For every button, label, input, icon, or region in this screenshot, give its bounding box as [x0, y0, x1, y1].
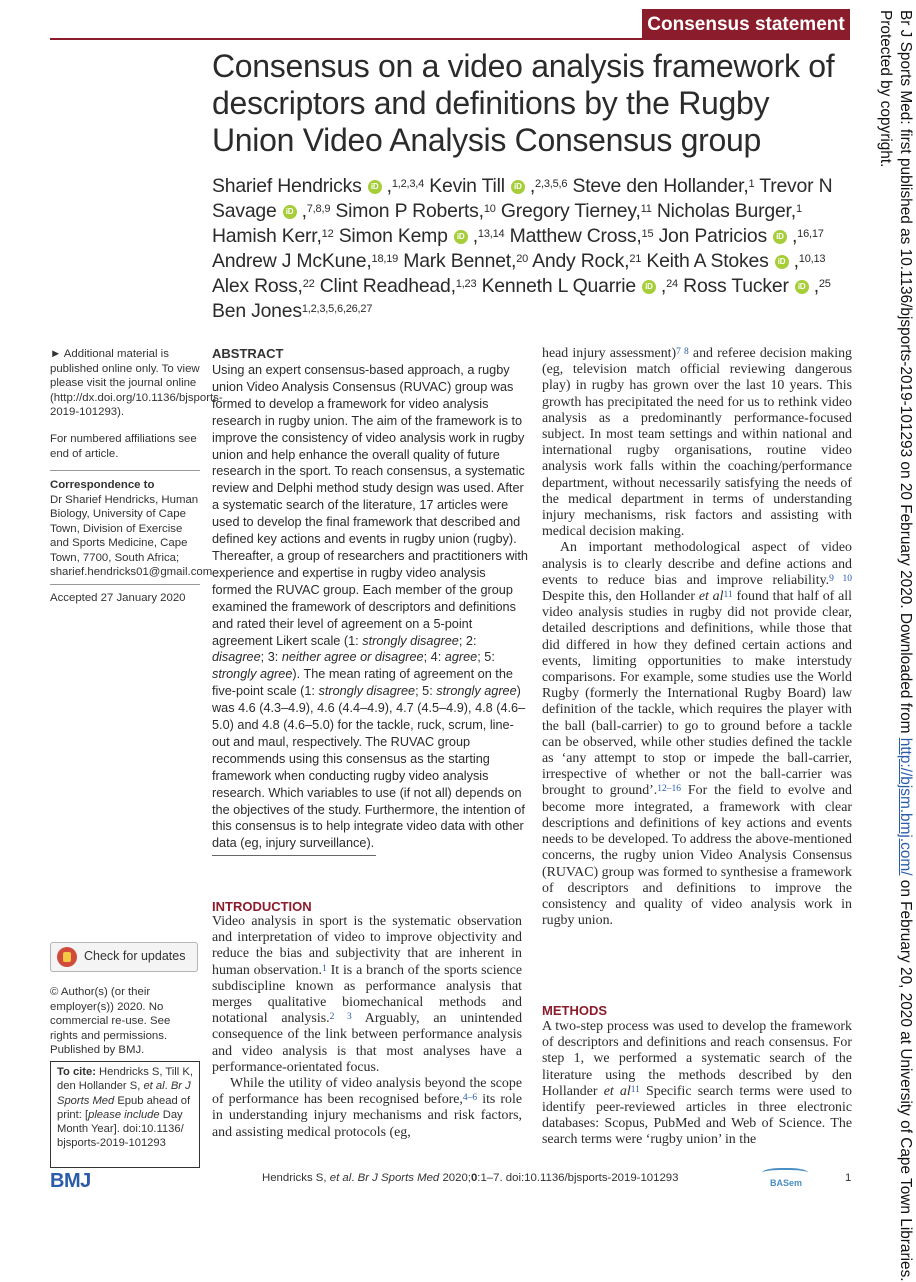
author-entry: [212, 225, 334, 247]
footer-part: Br J Sports Med: [357, 1172, 440, 1184]
author-entry: [657, 200, 802, 222]
cite-heading: To cite:: [57, 1066, 96, 1078]
vertical-notice: [872, 0, 916, 1282]
cite-part: Epub ahead of print: [: [57, 1094, 191, 1121]
body-part: head injury assessment): [542, 346, 677, 361]
vertical-part: Protected by copyright.: [877, 10, 894, 168]
additional-material-text: ► Additional material is published online only. To view please visit the journal online (http://dx.doi.org/10.1136/bjsports-2019-101293).: [50, 348, 223, 418]
footer-part: Hendricks S,: [262, 1172, 330, 1184]
author-affiliation: 24: [666, 278, 678, 290]
reference-link[interactable]: 2 3: [329, 1012, 352, 1023]
author-affiliation: 11: [640, 203, 652, 215]
introduction-heading: INTRODUCTION: [212, 899, 312, 914]
reference-link[interactable]: 7 8: [676, 347, 689, 357]
author-affiliation: 16,17: [797, 228, 824, 240]
orcid-icon[interactable]: iD: [283, 205, 297, 219]
page-number: 1: [845, 1172, 852, 1184]
orcid-icon[interactable]: iD: [775, 255, 789, 269]
abstract-part: strongly disagree: [362, 633, 459, 648]
basem-text: BASem: [770, 1178, 803, 1188]
author-entry: [659, 225, 824, 247]
abstract-part: ; 3:: [260, 650, 282, 665]
abstract-part: ; 4:: [423, 650, 445, 665]
abstract-part: ). The mean rating of agreement on the five-point scale (1:: [212, 667, 513, 699]
abstract-part: strongly agree: [436, 684, 517, 699]
author-entry: [339, 225, 505, 247]
right-column-text: [542, 346, 852, 929]
affiliations-note: [50, 432, 200, 461]
bmj-logo: BMJ: [50, 1170, 91, 1192]
abstract-text: [212, 362, 528, 852]
check-for-updates-label: Check for updates: [84, 949, 186, 963]
author-entry: [501, 200, 652, 222]
author-name: Ross Tucker: [683, 275, 789, 297]
side-divider: [50, 470, 200, 471]
author-name: Gregory Tierney,: [500, 200, 641, 222]
footer-citation: [262, 1172, 678, 1184]
author-entry: [212, 250, 398, 272]
author-entry: [212, 300, 372, 322]
intro-part: It is a branch of the sports science subdiscipline known as performance analysis that merges qualitative biomechanical methods and notational analysis.: [212, 962, 523, 1027]
author-name: Andy Rock,: [532, 250, 630, 272]
intro-part: its role in understanding injury mechanisms and risk factors, and assisting medical protocols (eg,: [212, 1092, 522, 1140]
methods-heading: METHODS: [542, 1003, 607, 1018]
check-for-updates-button[interactable]: [50, 942, 198, 972]
author-name: Nicholas Burger,: [656, 200, 796, 222]
reference-link[interactable]: 1: [321, 963, 327, 974]
vertical-part: Br J Sports Med: first published as 10.1136/bjsports-2019-101293 on 20 February 2020. Downloaded from: [897, 10, 914, 738]
body-part: Despite this, den Hollander: [542, 589, 699, 605]
abstract-heading: ABSTRACT: [212, 346, 284, 361]
author-entry: [572, 175, 754, 197]
author-separator: ,: [791, 225, 798, 247]
abstract-divider: [212, 855, 376, 856]
journal-link[interactable]: http://bjsm.bmj.com/: [897, 737, 914, 876]
author-name: Steve den Hollander,: [572, 175, 749, 197]
author-entry: [212, 175, 424, 197]
author-separator: ,: [529, 175, 536, 197]
correspondence-heading: Correspondence to: [50, 479, 155, 491]
copyright-note: [50, 985, 200, 1058]
author-name: Sharief Hendricks: [212, 175, 362, 197]
author-name: Kenneth L Quarrie: [481, 275, 636, 297]
affiliations-text: For numbered affiliations see end of article.: [50, 433, 197, 460]
reference-link[interactable]: 11: [723, 590, 733, 601]
abstract-part: agree: [444, 650, 478, 665]
author-affiliation: 1: [748, 178, 755, 190]
author-entry: [403, 250, 528, 272]
orcid-icon[interactable]: iD: [795, 280, 809, 294]
cite-text: [57, 1065, 195, 1151]
author-entry: [646, 250, 825, 272]
abstract-part: strongly agree: [212, 667, 293, 682]
cite-part: Hendricks S, Till K, den Hollander S,: [57, 1066, 193, 1093]
cite-part: .: [164, 1080, 171, 1093]
author-affiliation: 18,19: [371, 253, 399, 265]
author-name: Simon Kemp: [338, 225, 448, 247]
author-affiliation: 21: [629, 253, 642, 265]
author-name: Hamish Kerr,: [212, 225, 322, 247]
author-name: Andrew J McKune,: [212, 250, 372, 272]
author-name: Simon P Roberts,: [335, 200, 484, 222]
header-rule: [50, 38, 850, 40]
side-divider: [50, 584, 200, 585]
author-name: Jon Patricios: [658, 225, 767, 247]
author-name: Trevor N Savage: [212, 175, 833, 222]
orcid-icon[interactable]: iD: [642, 280, 656, 294]
section-tag: Consensus statement: [642, 9, 850, 40]
body-part: found that half of all video analysis studies in rugby did not provide clear, detailed descriptions and definitions, while those that did differed in how they defined certain actions and events, limiting opportunities to make interstudy comparisons. For example, some studies use the World Rugby (formerly the International Rugby Board) law definition of the tackle, which requires the player with the ball (ball-carrier) to go to ground before a tackle can be observed, while other studies defined the tackle as ‘any attempt to stop or impede the ball-carrier, irrespective of whether or not the ball-carrier was brought to ground’.: [542, 589, 852, 799]
author-affiliation: 22: [302, 278, 315, 290]
abstract-part: ; 2:: [458, 633, 477, 648]
reference-link[interactable]: 9 10: [829, 573, 853, 584]
vertical-notice-line-2: [875, 10, 896, 1210]
author-affiliation: 1,2,3,5,6,26,27: [301, 303, 373, 315]
abstract-part: ) was 4.6 (4.3–4.9), 4.6 (4.4–4.9), 4.7 (4.5–4.9), 4.8 (4.6–5.0) and 4.8 (4.6–5.0) for the tackle, ruck, scrum, line-out and maul, respectively. The RUVAC group recommends using this consensus as the starting framework when conducting rugby video analysis research. Which variables to use (if not all) depends on the objectives of the study. Furthermore, the intention of this consensus is to help integrate video data with other data (eg, injury surveillance).: [212, 684, 526, 851]
author-affiliation: 12: [321, 228, 334, 240]
body-part: For the field to evolve and become more integrated, a framework with clear descriptions and definitions of key actions and events needs to be developed. To address the above-mentioned concerns, the rugby union Video Analysis Consensus (RUVAC) group was formed to synthesise a framework of descriptors and definitions to improve the consistency and quality of video analysis work in rugby union.: [542, 783, 852, 929]
author-affiliation: 10,13: [798, 253, 826, 265]
methods-part: Specific search terms were used to identify peer-reviewed articles in three electronic databases: Scopus, PubMed and Web of Science. The search terms were ‘rugby union’ in the: [542, 1083, 852, 1148]
author-separator: ,: [813, 275, 819, 297]
abstract-part: disagree: [212, 650, 261, 665]
author-entry: [335, 200, 495, 222]
methods-paragraph-1: [542, 1019, 852, 1149]
cite-part: et al: [143, 1080, 165, 1093]
author-name: Ben Jones: [212, 300, 302, 322]
orcid-icon[interactable]: iD: [773, 230, 787, 244]
article-title: Consensus on a video analysis framework of descriptors and definitions by the Rugby Union Video Analysis Consensus group: [212, 48, 835, 158]
cite-part: Day Month Year]. doi:10.1136/ bjsports-2019-101293: [57, 1108, 184, 1150]
reference-link[interactable]: 11: [630, 1084, 640, 1095]
author-separator: ,: [386, 175, 392, 197]
author-name: Alex Ross,: [212, 275, 303, 297]
author-name: Kevin Till: [429, 175, 505, 197]
footer-part: :1–7. doi:10.1136/bjsports-2019-101293: [477, 1172, 679, 1184]
author-entry: [320, 275, 477, 297]
body-part: An important methodological aspect of video analysis is to clearly describe and define actions and events to reduce bias and improve reliability.: [542, 540, 852, 588]
author-affiliation: 2,3,5,6: [535, 178, 568, 190]
author-entry: [212, 275, 315, 297]
author-name: Mark Bennet,: [403, 250, 517, 272]
methods-text: [542, 1019, 852, 1149]
methods-part: A two-step process was used to develop the framework of descriptors and definitions and reach consensus. For step 1, we performed a systematic search of the literature using the methods described by den Hollander: [542, 1019, 852, 1099]
correspondence: [50, 478, 213, 580]
author-affiliation: 10: [483, 203, 496, 215]
footer-part: .: [351, 1172, 358, 1184]
body-part: and referee decision making (eg, television match official reviewing dangerous play) in rugby has grown over the last 10 years. This growth has precipitated the need for us to rethink video analysis as a predominantly performance-focused subject. In most team settings and within national and international rugby organisations, routine video analysis work falls within the coaching/performance department, without necessarily satisfying the needs of the medical department in terms of understanding injury mechanisms, risk factors and assisting with medical decision making.: [542, 346, 852, 540]
author-entry: [482, 275, 678, 297]
author-name: Matthew Cross,: [509, 225, 642, 247]
author-affiliation: 15: [641, 228, 654, 240]
intro-part: Arguably, an unintended consequence of the link between performance analysis and video analysis is that most analyses have a performance-orientated focus.: [212, 1011, 523, 1075]
intro-paragraph-1: [212, 914, 522, 1076]
abstract-part: neither agree or disagree: [281, 650, 424, 665]
author-affiliation: 1,2,3,4: [391, 178, 425, 190]
author-affiliation: 7,8,9: [306, 203, 331, 215]
additional-material-note: [50, 347, 223, 420]
author-entry: [429, 175, 567, 197]
cite-part: Br J Sports Med: [57, 1080, 191, 1107]
cite-part: please include: [88, 1108, 160, 1121]
author-separator: ,: [472, 225, 478, 247]
author-entry: [532, 250, 641, 272]
orcid-icon[interactable]: iD: [454, 230, 468, 244]
footer-part: 0: [470, 1172, 478, 1184]
author-list: [212, 174, 852, 324]
right-paragraph-1: [542, 346, 852, 540]
vertical-notice-line-1: [895, 10, 916, 1282]
right-paragraph-2: [542, 540, 852, 929]
correspondence-body: Dr Sharief Hendricks, Human Biology, University of Cape Town, Division of Exercise and Sports Medicine, Cape Town, 7700, South Africa; sharief.hendricks01@gmail.com: [50, 493, 213, 578]
author-entry: [683, 275, 831, 297]
author-name: Clint Readhead,: [319, 275, 456, 297]
author-separator: ,: [793, 250, 799, 272]
author-affiliation: 1,23: [455, 278, 477, 290]
intro-part: Video analysis in sport is the systematic observation and interpretation of video to improve objectivity and reduce the bias and subjectivity that are inherent in human observation.: [212, 914, 522, 978]
orcid-icon[interactable]: iD: [368, 180, 382, 194]
abstract-part: Using an expert consensus-based approach, a rugby union Video Analysis Consensus (RUVAC) group was formed to develop a framework for video analysis research in rugby union. The aim of the framework is to improve the consistency of video analysis work in rugby union and help enhance the overall quality of future research in the sport. To reach consensus, a systematic review and Delphi method study design was used. After a systematic search of the literature, 17 articles were used to develop the final framework that described and defined key actions and events in rugby union (rugby). Thereafter, a group of researchers and practitioners with experience and expertise in rugby video analysis formed the RUVAC group. Each member of the group examined the framework of descriptors and definitions and rated their level of agreement on a 5-point agreement Likert scale (1:: [212, 363, 528, 648]
intro-part: While the utility of video analysis beyond the scope of performance has been recognised before,: [212, 1076, 522, 1108]
accepted-date: [50, 591, 200, 606]
basem-logo: [762, 1168, 808, 1190]
vertical-part: on February 20, 2020 at University of Cape Town Libraries.: [897, 875, 914, 1282]
author-affiliation: 25: [818, 278, 831, 290]
author-separator: ,: [660, 275, 667, 297]
intro-paragraph-2: [212, 1076, 522, 1141]
copyright-text: © Author(s) (or their employer(s)) 2020. No commercial re-use. See rights and permissions. Published by BMJ.: [50, 986, 171, 1056]
accepted-text: Accepted 27 January 2020: [50, 592, 186, 604]
orcid-icon[interactable]: iD: [511, 180, 525, 194]
author-name: Keith A Stokes: [646, 250, 769, 272]
author-separator: ,: [301, 200, 307, 222]
methods-part: et al: [603, 1083, 631, 1099]
abstract-part: strongly disagree: [318, 684, 416, 699]
crossmark-icon: [57, 947, 77, 967]
cite-box: [50, 1061, 200, 1168]
author-entry: [510, 225, 654, 247]
body-part: et al: [698, 589, 724, 605]
abstract-part: ; 5:: [415, 684, 437, 699]
reference-link[interactable]: 12–16: [657, 784, 682, 795]
author-affiliation: 20: [516, 253, 529, 265]
footer-part: et al: [329, 1172, 352, 1184]
introduction-text: [212, 914, 522, 1141]
author-affiliation: 13,14: [477, 228, 505, 240]
abstract-part: ; 5:: [477, 650, 495, 665]
author-affiliation: 1: [795, 203, 802, 215]
reference-link[interactable]: 4–6: [462, 1093, 478, 1104]
footer-part: 2020;: [439, 1172, 471, 1184]
